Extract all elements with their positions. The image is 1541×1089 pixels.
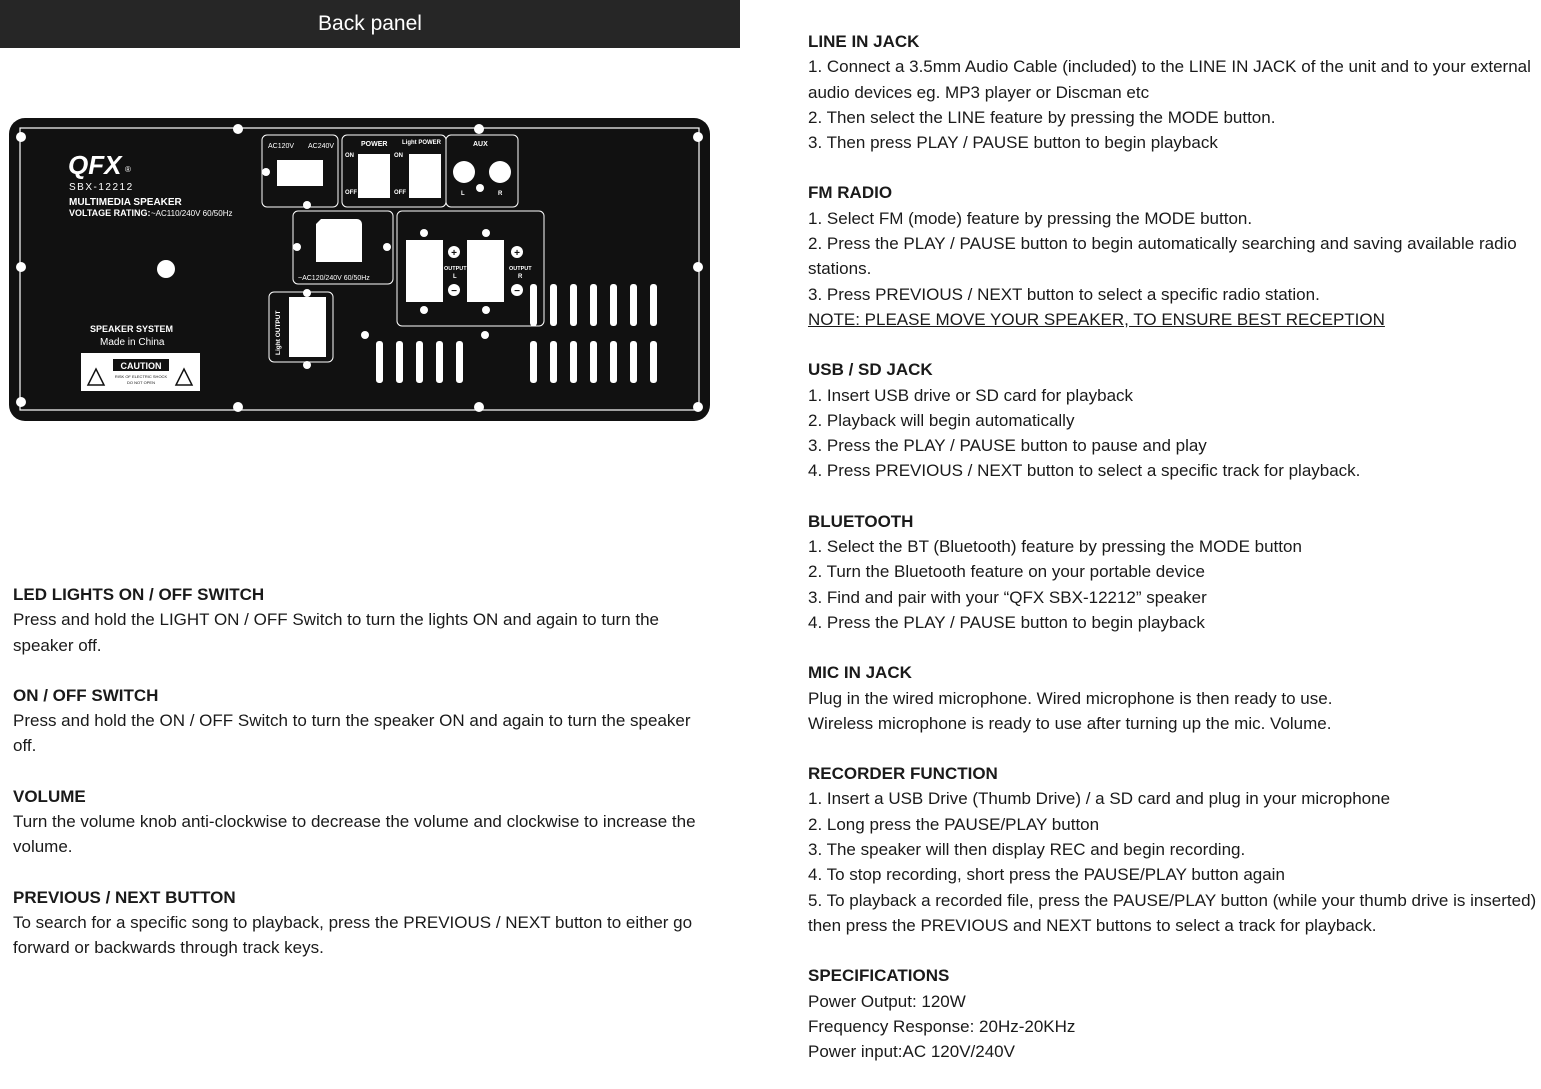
section-heading: VOLUME [13, 786, 86, 806]
svg-text:AC240V: AC240V [308, 143, 335, 150]
svg-text:RISK OF ELECTRIC SHOCK: RISK OF ELECTRIC SHOCK [114, 374, 168, 379]
svg-text:+: + [451, 248, 457, 259]
panel-screw-small [481, 331, 489, 339]
svg-text:~AC120/240V 60/50Hz: ~AC120/240V 60/50Hz [298, 275, 370, 282]
svg-text:DO NOT OPEN: DO NOT OPEN [127, 380, 155, 385]
svg-text:CAUTION: CAUTION [120, 361, 162, 371]
section-recorder-function [808, 761, 1541, 938]
section-text: 2. Then select the LINE feature by pressing the MODE button. [808, 107, 1276, 127]
section-led-lights [13, 582, 703, 658]
svg-text:AC120V: AC120V [268, 143, 295, 150]
section-text: 4. To stop recording, short press the PAUSE/PLAY button again [808, 865, 1285, 885]
section-text: 3. Then press PLAY / PAUSE button to begin playback [808, 133, 1218, 153]
svg-text:POWER: POWER [361, 141, 388, 148]
section-previous-next [13, 885, 703, 961]
section-bluetooth [808, 509, 1541, 635]
model-number: SBX-12212 [69, 182, 134, 193]
section-text: 3. Press PREVIOUS / NEXT button to select a specific radio station. [808, 284, 1320, 304]
section-text: 1. Select FM (mode) feature by pressing the MODE button. [808, 208, 1253, 228]
svg-text:R: R [518, 274, 523, 280]
section-text: Power Output: 120W [808, 991, 966, 1011]
svg-text:OFF: OFF [394, 190, 406, 196]
section-heading: MIC IN JACK [808, 663, 912, 683]
section-text: Frequency Response: 20Hz-20KHz [808, 1016, 1076, 1036]
left-instructions [13, 582, 703, 986]
section-usb-sd-jack [808, 357, 1541, 483]
svg-text:OUTPUT: OUTPUT [444, 266, 467, 272]
section-text: Press and hold the ON / OFF Switch to turn the speaker ON and again to turn the speaker off. [13, 711, 691, 756]
section-text: 4. Press the PLAY / PAUSE button to begin playback [808, 612, 1205, 632]
section-text: 5. To playback a recorded file, press the PAUSE/PLAY button (while your thumb drive is inserted) then press the PREVIOUS and NEXT buttons to select a track for playback. [808, 890, 1537, 935]
svg-text:Light OUTPUT: Light OUTPUT [275, 310, 282, 355]
section-text: 2. Turn the Bluetooth feature on your portable device [808, 562, 1205, 582]
section-text: 4. Press PREVIOUS / NEXT button to select a specific track for playback. [808, 461, 1361, 481]
section-text: 3. The speaker will then display REC and begin recording. [808, 840, 1246, 860]
svg-text:−: − [514, 286, 520, 297]
svg-text:OUTPUT: OUTPUT [509, 266, 532, 272]
speaker-system-label: SPEAKER SYSTEM [90, 324, 174, 334]
section-heading: LED LIGHTS ON / OFF SWITCH [13, 585, 265, 604]
section-fm-radio [808, 180, 1541, 332]
svg-text:+: + [514, 248, 520, 259]
brand-logo: QFX [68, 150, 122, 180]
page-title: Back panel [318, 12, 422, 35]
reception-note: NOTE: PLEASE MOVE YOUR SPEAKER, TO ENSURE BEST RECEPTION [808, 309, 1385, 329]
made-in-label: Made in China [100, 337, 165, 348]
section-text: 2. Playback will begin automatically [808, 410, 1075, 430]
section-heading: PREVIOUS / NEXT BUTTON [13, 887, 236, 907]
caution-sticker [81, 353, 200, 391]
section-heading: FM RADIO [808, 183, 893, 203]
voltage-value: ~AC110/240V 60/50Hz [151, 209, 233, 218]
voltage-label: VOLTAGE RATING: [69, 208, 151, 218]
svg-text:R: R [498, 191, 503, 197]
section-heading: RECORDER FUNCTION [808, 764, 998, 784]
section-volume [13, 784, 703, 860]
panel-screw-small [361, 331, 369, 339]
section-text: Plug in the wired microphone. Wired microphone is then ready to use. [808, 688, 1333, 708]
svg-text:ON: ON [345, 153, 354, 159]
right-instructions [808, 29, 1541, 1089]
product-name: MULTIMEDIA SPEAKER [69, 197, 182, 208]
section-text: 2. Press the PLAY / PAUSE button to begin automatically searching and saving available radio stations. [808, 234, 1517, 279]
svg-text:ON: ON [394, 153, 403, 159]
svg-text:AUX: AUX [473, 141, 488, 148]
volume-knob-hole [157, 260, 175, 278]
section-heading: SPECIFICATIONS [808, 966, 950, 986]
section-on-off-switch [13, 683, 703, 759]
section-text: 1. Insert a USB Drive (Thumb Drive) / a SD card and plug in your microphone [808, 789, 1391, 809]
section-text: 3. Press the PLAY / PAUSE button to pause and play [808, 436, 1207, 456]
svg-text:−: − [451, 286, 457, 297]
section-mic-in-jack [808, 660, 1541, 736]
section-heading: LINE IN JACK [808, 32, 920, 51]
section-text: Turn the volume knob anti-clockwise to decrease the volume and clockwise to increase the volume. [13, 812, 696, 857]
svg-text:OFF: OFF [345, 190, 357, 196]
section-specifications [808, 963, 1541, 1064]
section-text: To search for a specific song to playback, press the PREVIOUS / NEXT button to either go forward or backwards through track keys. [13, 912, 693, 958]
section-text: 1. Connect a 3.5mm Audio Cable (included) to the LINE IN JACK of the unit and to your external audio devices eg. MP3 player or Discman etc [808, 57, 1531, 102]
section-text: 2. Long press the PAUSE/PLAY button [808, 814, 1100, 834]
section-text: 1. Select the BT (Bluetooth) feature by pressing the MODE button [808, 537, 1302, 557]
section-text: Press and hold the LIGHT ON / OFF Switch to turn the lights ON and again to turn the speaker off. [13, 610, 659, 655]
section-text: 1. Insert USB drive or SD card for playback [808, 385, 1134, 405]
registered-mark: ® [125, 165, 131, 174]
page-header-bar [0, 0, 740, 48]
section-text: Wireless microphone is ready to use after turning up the mic. Volume. [808, 713, 1332, 733]
svg-text:L: L [453, 274, 457, 280]
section-text: Power input:AC 120V/240V [808, 1042, 1015, 1062]
section-heading: ON / OFF SWITCH [13, 685, 159, 705]
section-line-in-jack [808, 29, 1541, 155]
section-text: 3. Find and pair with your “QFX SBX-12212” speaker [808, 587, 1207, 607]
back-panel-diagram [8, 117, 711, 422]
svg-text:L: L [461, 191, 465, 197]
svg-text:Light POWER: Light POWER [402, 140, 441, 146]
section-heading: USB / SD JACK [808, 360, 933, 380]
section-heading: BLUETOOTH [808, 511, 914, 531]
